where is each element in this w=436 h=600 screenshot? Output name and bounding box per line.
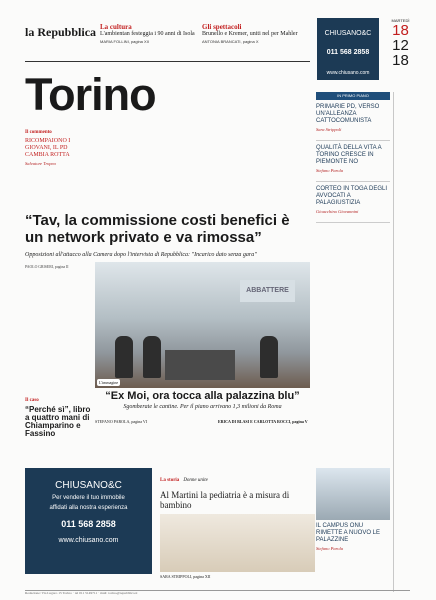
- bottom-kicker: La storia: [160, 478, 180, 483]
- ad-phone: 011 568 2858: [326, 49, 370, 56]
- sidebar-author: Stefano Parola: [316, 546, 343, 551]
- date-dd: 18: [392, 22, 409, 39]
- sidebar-headline: CORTEO IN TOGA DEGLI AVVOCATI A PALAGIUSTIZIA: [316, 186, 388, 206]
- sidebar-author: Stefano Parola: [316, 168, 343, 173]
- main-headline[interactable]: “Tav, la commissione costi benefici è un network privato e va rimossa”: [25, 212, 290, 246]
- ad-phone: 011 568 2858: [61, 519, 116, 529]
- sidebar-headline: PRIMARIE PD, VERSO UN'ALLEANZA CATTOCOMUNISTA: [316, 104, 380, 124]
- bottom-ad[interactable]: [25, 468, 152, 574]
- top-ad[interactable]: [317, 18, 379, 80]
- sidebar-item-qualita[interactable]: [316, 141, 390, 182]
- left-author: Salvatore Tropea: [25, 161, 56, 166]
- teaser-byline: MARIA FOLLINI, pagina XII: [100, 39, 149, 44]
- photo-subhead: Sgomberate le cantine. Per il piano arrivano 1,3 milioni da Roma: [123, 404, 282, 410]
- sidebar-author: Gioacchino Giovannini: [316, 209, 359, 214]
- photo-byline: ERICA DI BLASI E CARLOTTA ROCCI, pagina V: [218, 419, 308, 424]
- sidebar-author: Sara Strippoli: [316, 127, 342, 132]
- left-headline: RICOMPAIONO I GIOVANI, IL PD CAMBIA ROTTA: [25, 138, 71, 158]
- bottom-tag: Donne unite: [183, 478, 208, 483]
- sidebar-bar: IN PRIMO PIANO: [316, 92, 390, 100]
- book-story[interactable]: [25, 398, 91, 438]
- sidebar-item-corteo[interactable]: [316, 182, 390, 223]
- sidebar-item-primarie[interactable]: [316, 100, 390, 141]
- date-box: [388, 18, 413, 68]
- book-byline: STEFANO PAROLA, pagina VI: [95, 419, 148, 424]
- bottom-story[interactable]: [160, 468, 315, 579]
- book-kicker: Il caso: [25, 398, 39, 403]
- ad-web: www.chiusano.com: [58, 537, 119, 544]
- main-subhead: Opposizioni all'attacco alla Camera dopo l'intervista di Repubblica: "Incarico dato senza gara": [25, 252, 257, 258]
- teaser-shows[interactable]: [202, 24, 310, 45]
- ad-line1: Per vendere il tuo immobile: [52, 495, 125, 501]
- date-day: MARTEDÌ: [391, 18, 410, 23]
- campus-image: [316, 468, 390, 520]
- date-yy: 18: [392, 52, 409, 69]
- photo-person: [260, 336, 278, 378]
- photo-person: [143, 336, 161, 378]
- sidebar-headline: IL CAMPUS ONU RIMETTE A NUOVO LE PALAZZINE: [316, 523, 381, 543]
- bottom-byline: SARA STRIPPOLI, pagina XII: [160, 574, 211, 579]
- repubblica-logo: la Repubblica: [25, 25, 97, 39]
- photo-sign: ABBATTERE: [240, 280, 295, 302]
- footer: Redazione: Via Lugaro 15 Torino · tel 011 5149711 · mail: torino@repubblica.it: [25, 590, 410, 596]
- teaser-title: Brunello e Kremer, uniti nel per Mahler: [202, 31, 298, 37]
- city-title: Torino: [25, 69, 156, 120]
- photo-cart: [165, 350, 235, 380]
- photo-ex-moi[interactable]: [95, 262, 310, 388]
- right-rail: [393, 92, 411, 592]
- teaser-kicker: Gli spettacoli: [202, 23, 242, 31]
- book-headline: “Perché sì”, libro a quattro mani di Chiamparino e Fassino: [25, 405, 91, 438]
- sidebar-item-campus[interactable]: [316, 468, 390, 551]
- teaser-title: L'ambientan festeggia i 90 anni di Isola: [100, 31, 195, 37]
- main-byline: PAOLO GRISERI, pagina II: [25, 265, 69, 269]
- bottom-image: [160, 514, 315, 572]
- teaser-kicker: La cultura: [100, 23, 132, 31]
- bottom-headline: Al Martini la pediatria è a misura di bambino: [160, 490, 290, 510]
- ad-line2: affidati alla nostra esperienza: [49, 505, 128, 511]
- main-article: [25, 265, 95, 270]
- teaser-byline: ANTONIA BRANCATI, pagina X: [202, 39, 259, 44]
- ad-web: www.chiusano.com: [326, 70, 370, 76]
- photo-tag: L'immagine: [99, 380, 119, 385]
- photo-headline[interactable]: “Ex Moi, ora tocca alla palazzina blu”: [105, 390, 300, 402]
- sidebar-headline: QUALITÀ DELLA VITA A TORINO CRESCE IN PIEMONTE NO: [316, 145, 382, 165]
- left-kicker: Il commento: [25, 130, 52, 135]
- date-mm: 12: [392, 37, 409, 54]
- teaser-culture[interactable]: [100, 24, 200, 45]
- photo-person: [115, 336, 133, 378]
- masthead: [25, 22, 310, 62]
- ad-brand: CHIUSANO&C: [324, 30, 372, 37]
- left-column[interactable]: [25, 130, 85, 166]
- ad-brand: CHIUSANO&C: [55, 480, 122, 491]
